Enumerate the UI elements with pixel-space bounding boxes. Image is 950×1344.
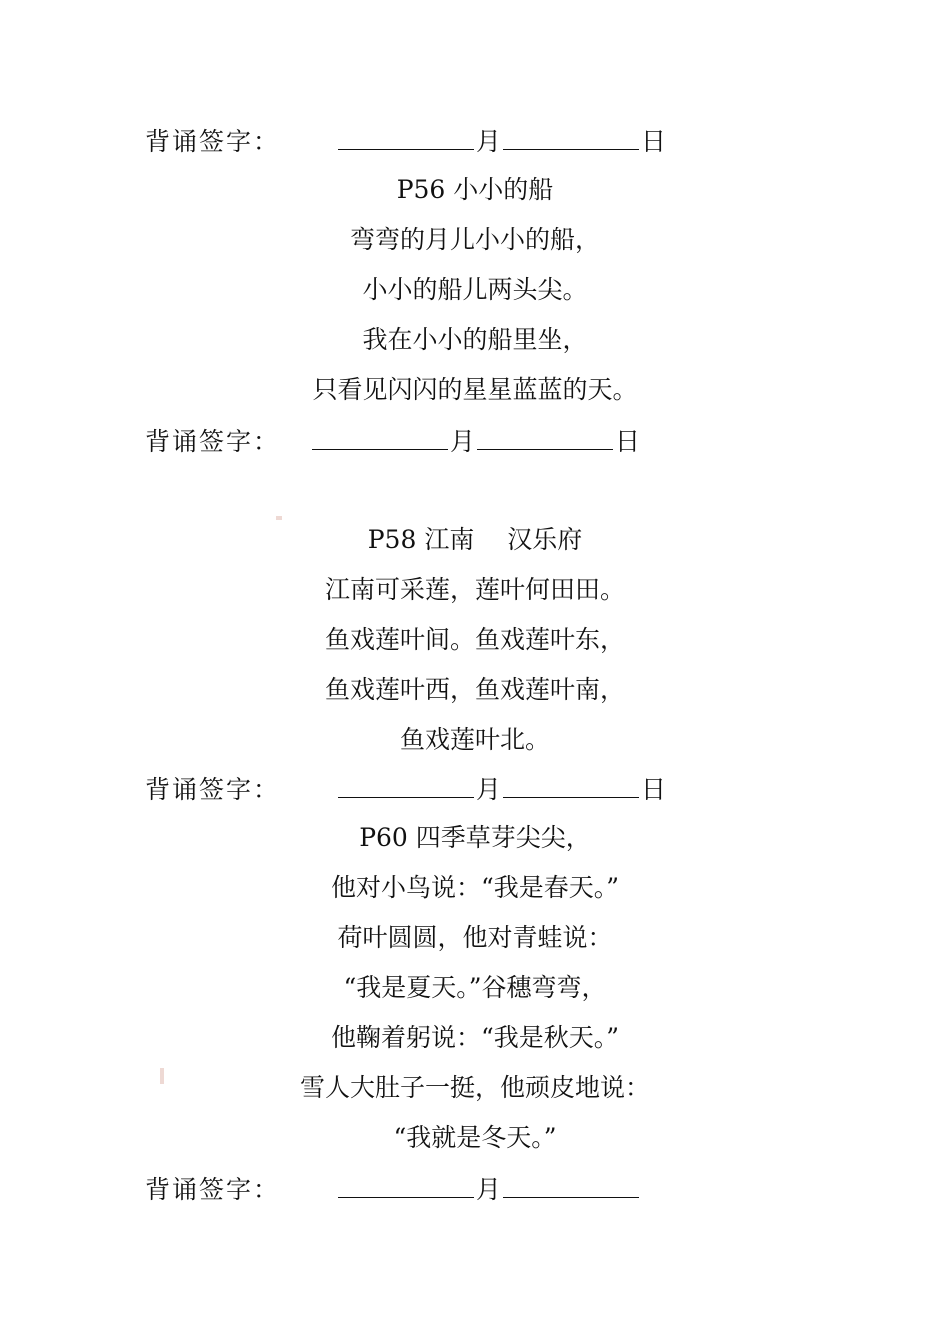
month-blank[interactable] (338, 1173, 474, 1198)
poem-title: P60 四季草芽尖尖， (359, 823, 591, 852)
day-blank[interactable] (503, 1173, 639, 1198)
month-label: 月 (450, 427, 476, 456)
sign-date-fields (310, 422, 640, 458)
sign-label: 背诵签字： (145, 1175, 281, 1204)
month-label: 月 (476, 775, 502, 804)
sign-date-fields (336, 122, 666, 158)
poem-line: 鱼戏莲叶西，鱼戏莲叶南， (324, 675, 625, 704)
sign-label: 背诵签字： (145, 427, 281, 456)
sign-date-fields (336, 770, 666, 806)
poem-line: 小小的船儿两头尖。 (362, 275, 588, 304)
sign-label: 背诵签字： (145, 127, 281, 156)
poem-line: 鱼戏莲叶北。 (399, 725, 550, 754)
month-blank[interactable] (338, 125, 474, 150)
day-blank[interactable] (503, 773, 639, 798)
day-label: 日 (641, 127, 667, 156)
day-label: 日 (641, 775, 667, 804)
day-blank[interactable] (503, 125, 639, 150)
poem-line: “我是夏天。”谷穗弯弯， (343, 973, 607, 1002)
day-label: 日 (615, 427, 641, 456)
poem-line: 荷叶圆圆，他对青蛙说： (337, 923, 613, 952)
month-label: 月 (476, 127, 502, 156)
poem-line: 弯弯的月儿小小的船， (349, 225, 600, 254)
month-blank[interactable] (338, 773, 474, 798)
poem-line: 雪人大肚子一挺，他顽皮地说： (299, 1073, 650, 1102)
poem-line: 鱼戏莲叶间。鱼戏莲叶东， (324, 625, 625, 654)
poem-line: 江南可采莲，莲叶何田田。 (324, 575, 625, 604)
poem-line: 我在小小的船里坐， (362, 325, 588, 354)
poem-line: 他对小鸟说：“我是春天。” (330, 873, 620, 902)
poem-line: 只看见闪闪的星星蓝蓝的天。 (312, 375, 638, 404)
poem-title: P58 江南 汉乐府 (367, 525, 583, 554)
sign-label: 背诵签字： (145, 775, 281, 804)
month-blank[interactable] (312, 425, 448, 450)
day-blank[interactable] (477, 425, 613, 450)
poem-title: P56 小小的船 (396, 175, 554, 204)
month-label: 月 (476, 1175, 502, 1204)
poem-line: “我就是冬天。” (393, 1123, 557, 1152)
paper-speck (276, 516, 282, 520)
sign-date-fields (336, 1170, 641, 1206)
poem-line: 他鞠着躬说：“我是秋天。” (330, 1023, 620, 1052)
